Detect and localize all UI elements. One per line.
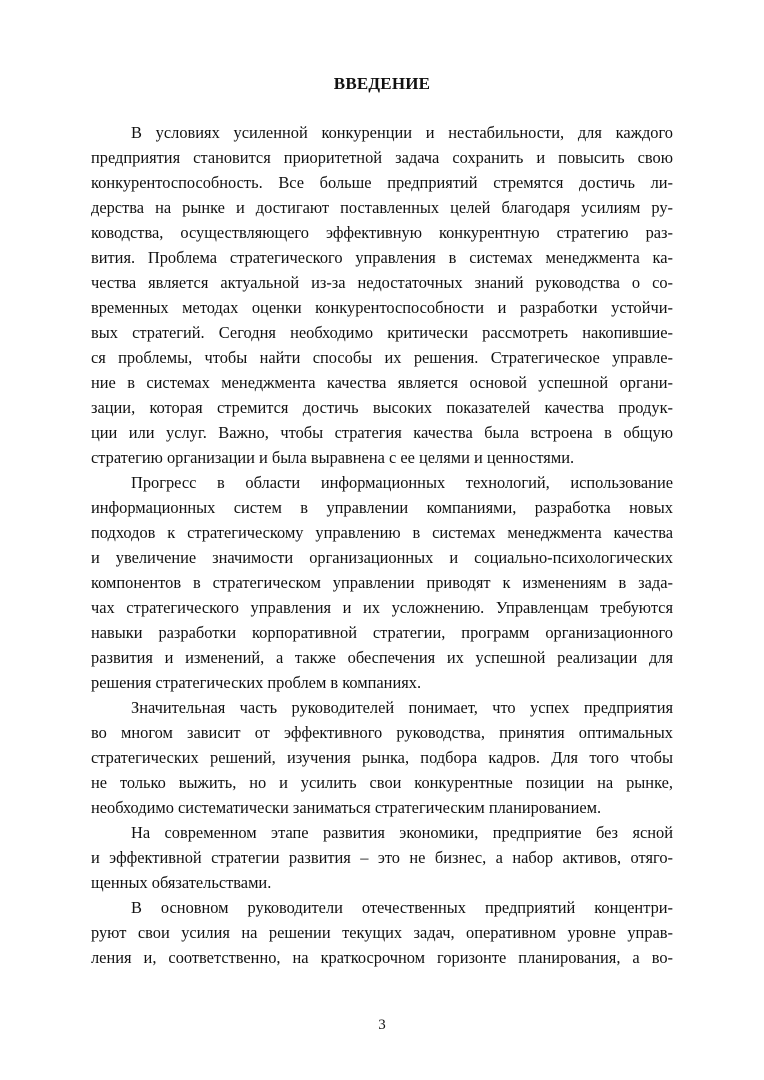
page-number: 3: [378, 1017, 386, 1033]
text-line: На современном этапе развития экономики, предприятие без ясной: [131, 823, 673, 842]
text-line: и эффективной стратегии развития – это не бизнес, а набор активов, отяго-: [91, 848, 673, 867]
text-line: чества является актуальной из-за недостаточных знаний руководства о со-: [91, 273, 673, 292]
text-line: дерства на рынке и достигают поставленных целей благодаря усилиям ру-: [91, 198, 673, 217]
text-line: щенных обязательствами.: [91, 873, 272, 892]
text-line: ления и, соответственно, на краткосрочном горизонте планирования, а во-: [91, 948, 673, 967]
text-line: предприятия становится приоритетной задача сохранить и повысить свою: [91, 148, 673, 167]
text-line: вития. Проблема стратегического управления в системах менеджмента ка-: [91, 248, 673, 267]
text-line: ся проблемы, чтобы найти способы их решения. Стратегическое управле-: [91, 348, 673, 367]
text-line: стратегических решений, изучения рынка, подбора кадров. Для того чтобы: [91, 748, 673, 767]
text-line: конкурентоспособность. Все больше предприятий стремятся достичь ли-: [91, 173, 673, 192]
text-line: необходимо систематически заниматься стратегическим планированием.: [91, 798, 602, 817]
text-line: не только выжить, но и усилить свои конкурентные позиции на рынке,: [91, 773, 673, 792]
text-line: В условиях усиленной конкуренции и нестабильности, для каждого: [131, 123, 673, 142]
text-line: чах стратегического управления и их усложнению. Управленцам требуются: [91, 598, 673, 617]
text-line: во многом зависит от эффективного руководства, принятия оптимальных: [91, 723, 673, 742]
text-line: навыки разработки корпоративной стратегии, программ организационного: [91, 623, 673, 642]
page-title: ВВЕДЕНИЕ: [333, 74, 431, 93]
text-line: руют свои усилия на решении текущих задач, оперативном уровне управ-: [91, 923, 673, 942]
text-line: подходов к стратегическому управлению в системах менеджмента качества: [91, 523, 673, 542]
text-line: развития и изменений, а также обеспечения их успешной реализации для: [91, 648, 673, 667]
text-line: Прогресс в области информационных технологий, использование: [131, 473, 673, 492]
text-line: стратегию организации и была выравнена с ее целями и ценностями.: [91, 448, 575, 467]
text-line: ции или услуг. Важно, чтобы стратегия качества была встроена в общую: [91, 423, 673, 442]
text-line: и увеличение значимости организационных и социально-психологических: [91, 548, 673, 567]
text-line: ководства, осуществляющего эффективную конкурентную стратегию раз-: [91, 223, 673, 242]
text-line: временных методах оценки конкурентоспособности и разработки устойчи-: [91, 298, 673, 317]
text-line: компонентов в стратегическом управлении приводят к изменениям в зада-: [91, 573, 673, 592]
text-line: В основном руководители отечественных предприятий концентри-: [131, 898, 673, 917]
text-line: решения стратегических проблем в компаниях.: [91, 673, 422, 692]
text-line: Значительная часть руководителей понимает, что успех предприятия: [131, 698, 673, 717]
text-line: зации, которая стремится достичь высоких показателей качества продук-: [91, 398, 673, 417]
text-line: вых стратегий. Сегодня необходимо критически рассмотреть накопившие-: [91, 323, 673, 342]
text-line: информационных систем в управлении компаниями, разработка новых: [91, 498, 673, 517]
text-line: ние в системах менеджмента качества является основой успешной органи-: [91, 373, 673, 392]
